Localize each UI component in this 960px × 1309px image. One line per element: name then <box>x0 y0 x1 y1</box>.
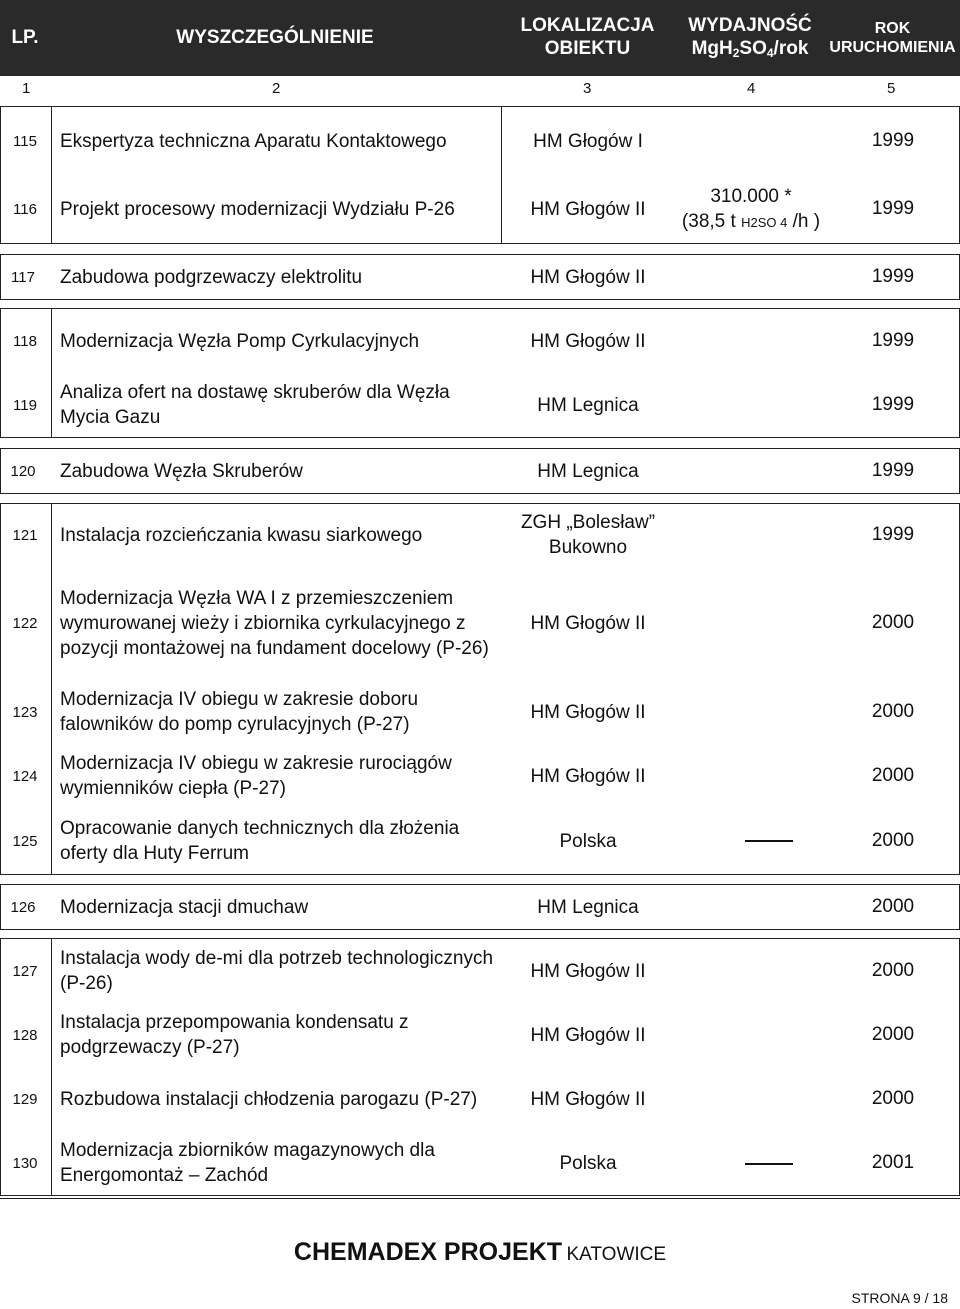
row-location: Polska <box>559 1152 617 1174</box>
row-description: Modernizacja Węzła Pomp Cyrkulacyjnych <box>60 330 420 352</box>
row-location: HM Głogów II <box>530 765 646 787</box>
column-number: 2 <box>272 80 281 97</box>
company-city: KATOWICE <box>566 1244 667 1265</box>
capacity-value: 310.000 * <box>710 185 792 207</box>
header-year-line1: ROK <box>874 19 911 37</box>
header-year-line2: URUCHOMIENIA <box>829 39 956 56</box>
row-number: 121 <box>12 526 38 544</box>
row-location: HM Głogów II <box>530 330 646 352</box>
row-number: 119 <box>13 396 37 414</box>
header-location-line1: LOKALIZACJA <box>520 15 655 37</box>
row-number: 122 <box>12 614 38 632</box>
row-description: Modernizacja IV obiegu w zakresie rurociągów wymienników ciepła (P-27) <box>60 753 452 799</box>
row-number: 126 <box>10 898 36 916</box>
row-number: 125 <box>12 832 38 850</box>
header-year <box>825 0 960 76</box>
row-description: Zabudowa Węzła Skruberów <box>60 460 303 482</box>
row-location: HM Głogów I <box>533 130 643 152</box>
table-row <box>0 107 960 175</box>
row-number: 115 <box>13 132 37 150</box>
header-capacity <box>675 0 825 76</box>
capacity-detail: (38,5 t H2SO 4 /h ) <box>681 210 821 232</box>
row-description: Zabudowa podgrzewaczy elektrolitu <box>60 266 363 288</box>
row-year: 1999 <box>871 330 915 351</box>
row-year: 1999 <box>871 524 915 545</box>
row-location: HM Głogów II <box>530 960 646 982</box>
row-description: Instalacja rozcieńczania kwasu siarkowego <box>60 524 423 546</box>
table-row <box>0 680 960 744</box>
row-description: Ekspertyza techniczna Aparatu Kontaktowego <box>60 130 447 152</box>
row-location: HM Głogów II <box>530 1024 646 1046</box>
row-year: 2000 <box>871 765 915 786</box>
table-row <box>0 504 960 566</box>
row-location: HM Głogów II <box>530 701 646 723</box>
row-year: 1999 <box>871 460 915 481</box>
row-description: Modernizacja IV obiegu w zakresie doboru falowników do pomp cyrulacyjnych (P-27) <box>60 689 419 735</box>
row-number: 120 <box>10 462 36 480</box>
footer <box>0 1238 960 1267</box>
column-number: 1 <box>22 80 31 97</box>
row-number: 128 <box>12 1026 38 1044</box>
table-row <box>0 309 960 373</box>
table-row <box>0 1067 960 1131</box>
row-year: 2001 <box>871 1152 915 1173</box>
row-location: ZGH „Bolesław” Bukowno <box>520 512 656 558</box>
dash-mark <box>745 1163 793 1165</box>
row-number: 130 <box>12 1154 38 1172</box>
row-location: HM Legnica <box>537 896 639 918</box>
table-row <box>0 744 960 808</box>
table-row <box>0 254 960 300</box>
row-location: HM Głogów II <box>530 266 646 288</box>
column-number: 3 <box>583 80 592 97</box>
table-row <box>0 808 960 874</box>
table-row <box>0 1131 960 1195</box>
row-number: 117 <box>11 268 35 286</box>
row-number: 129 <box>12 1090 38 1108</box>
column-number-row <box>0 76 960 102</box>
row-year: 1999 <box>871 130 915 151</box>
dash-mark <box>745 840 793 842</box>
row-description: Instalacja przepompowania kondensatu z podgrzewaczy (P-27) <box>60 1012 409 1058</box>
row-description: Modernizacja stacji dmuchaw <box>60 896 309 918</box>
row-location: HM Głogów II <box>530 198 646 220</box>
row-year: 2000 <box>871 896 915 917</box>
row-description: Rozbudowa instalacji chłodzenia parogazu (P-27) <box>60 1088 478 1110</box>
row-year: 2000 <box>871 960 915 981</box>
header-capacity-line1: WYDAJNOŚĆ <box>688 15 812 37</box>
table-header <box>0 0 960 76</box>
header-location <box>500 0 675 76</box>
row-year: 2000 <box>871 1088 915 1109</box>
row-year: 1999 <box>871 394 915 415</box>
row-number: 124 <box>12 767 38 785</box>
row-number: 118 <box>13 332 37 350</box>
row-number: 116 <box>13 200 37 218</box>
row-number: 127 <box>12 962 38 980</box>
row-year: 1999 <box>871 198 915 219</box>
row-year: 2000 <box>871 701 915 722</box>
row-location: HM Legnica <box>537 394 639 416</box>
row-number: 123 <box>12 703 38 721</box>
company-name: CHEMADEX PROJEKT <box>293 1238 563 1266</box>
table-row <box>0 373 960 437</box>
header-capacity-unit: $MgH_2SO_4$/rok <box>691 38 809 60</box>
row-location: HM Legnica <box>537 460 639 482</box>
column-number: 4 <box>747 80 756 97</box>
row-location: HM Głogów II <box>530 612 646 634</box>
table-row <box>0 884 960 930</box>
row-description: Projekt procesowy modernizacji Wydziału P-26 <box>60 198 455 220</box>
header-lp: LP. <box>11 26 39 48</box>
footer-divider <box>0 1198 960 1199</box>
page-number: STRONA 9 / 18 <box>851 1290 948 1306</box>
row-location: Polska <box>559 830 617 852</box>
column-number: 5 <box>887 80 896 97</box>
row-description: Modernizacja Węzła WA I z przemieszczeniem wymurowanej wieży i zbiornika cyrkulacyjnego z pozycji montażowej na fundament docelowy (P-26) <box>60 587 489 659</box>
row-description: Instalacja wody de-mi dla potrzeb technologicznych (P-26) <box>60 948 494 994</box>
row-capacity <box>676 175 826 243</box>
row-description: Analiza ofert na dostawę skruberów dla Węzła Mycia Gazu <box>60 382 450 428</box>
row-year: 2000 <box>871 612 915 633</box>
row-description: Modernizacja zbiorników magazynowych dla Energomontaż – Zachód <box>60 1140 435 1186</box>
table-row <box>0 448 960 494</box>
row-year: 2000 <box>871 1024 915 1045</box>
row-description: Opracowanie danych technicznych dla złożenia oferty dla Huty Ferrum <box>60 818 460 864</box>
row-year: 1999 <box>871 266 915 287</box>
row-location: HM Głogów II <box>530 1088 646 1110</box>
row-year: 2000 <box>871 830 915 851</box>
table-row <box>0 939 960 1003</box>
table-row <box>0 566 960 680</box>
header-description: WYSZCZEGÓLNIENIE <box>176 26 374 48</box>
header-location-line2: OBIEKTU <box>544 38 631 59</box>
table-row <box>0 175 960 243</box>
table-row <box>0 1003 960 1067</box>
